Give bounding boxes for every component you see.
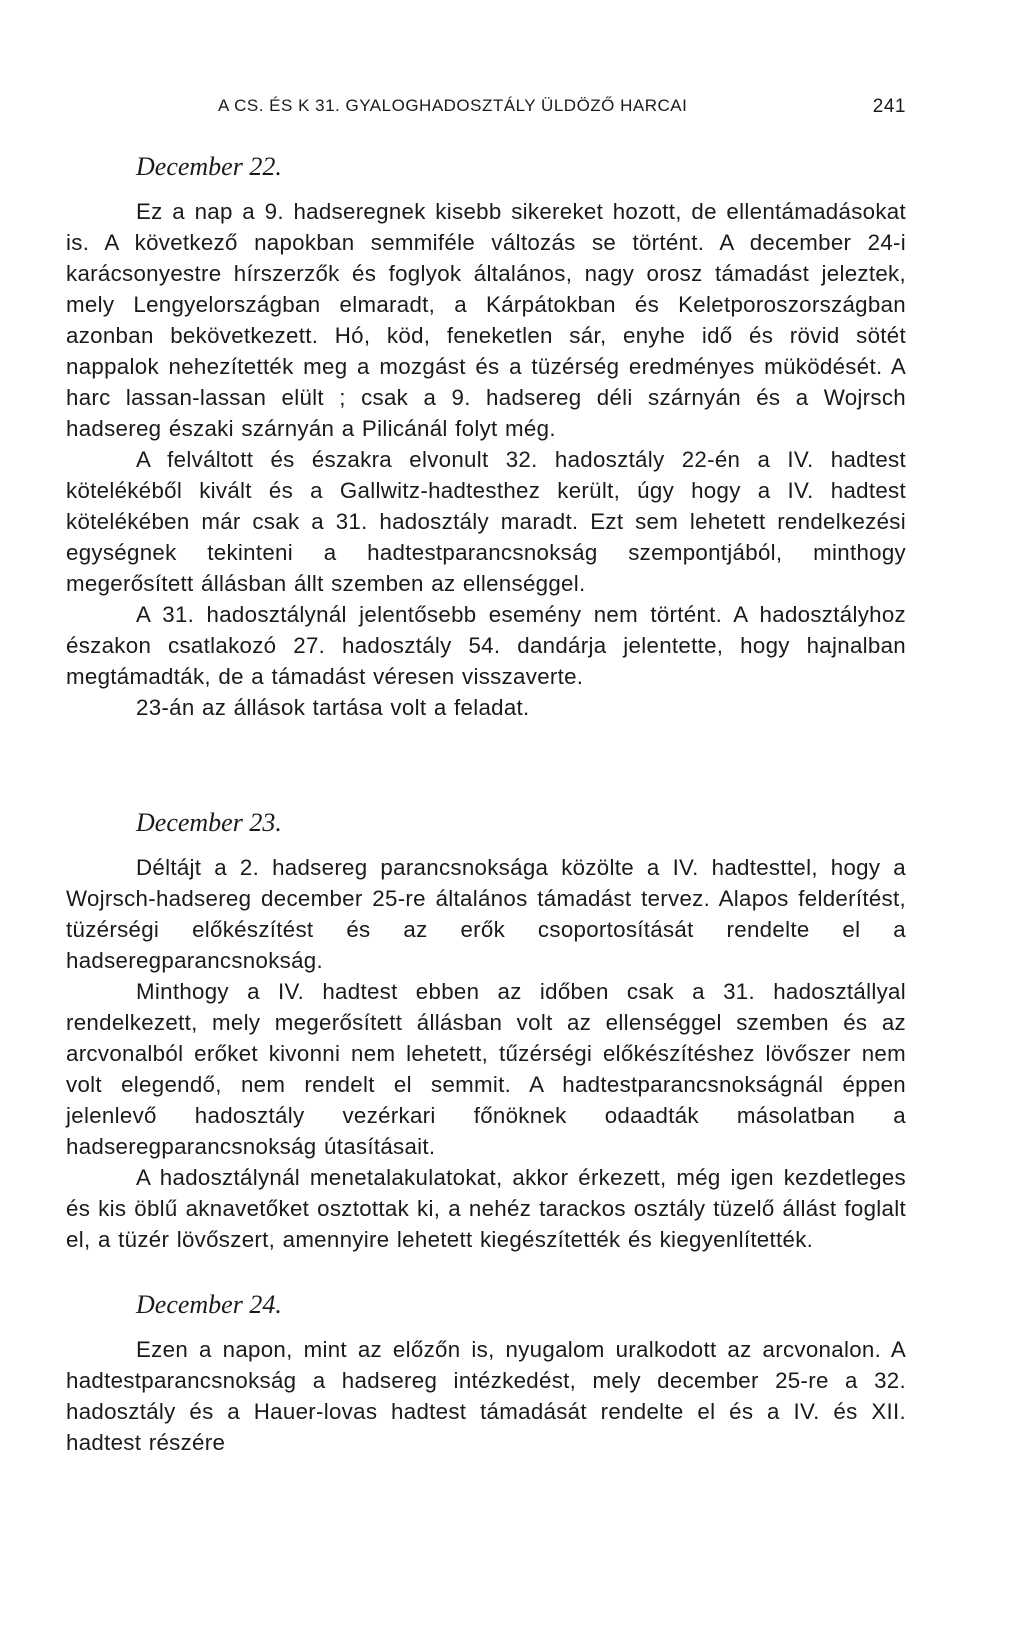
- section-december-22: [66, 152, 906, 723]
- paragraph: Ezen a napon, mint az előzőn is, nyugalom uralkodott az arcvonalon. A hadtestparancsnokság a hadsereg intézkedést, mely december 25-re a 32. hadosztály és a Hauer-lovas hadtest támadását rendelte el és a IV. és XII. hadtest részére: [66, 1337, 906, 1455]
- section-heading: December 22.: [136, 152, 282, 181]
- paragraph: A 31. hadosztálynál jelentősebb esemény nem történt. A hadosztályhoz északon csatlakozó 27. hadosztály 54. dandárja jelentette, hogy hajnalban megtámadták, de a támadást véresen visszaverte.: [66, 602, 906, 689]
- paragraph: Ez a nap a 9. hadseregnek kisebb sikereket hozott, de ellentámadásokat is. A következő napokban semmiféle változás se történt. A december 24-i karácsonyestre hírszerzők és foglyok általános, nagy orosz támadást jeleztek, mely Lengyelországban elmaradt, a Kárpátokban és Keletporoszországban azonban bekövetkezett. Hó, köd, feneketlen sár, enyhe idő és rövid sötét nappalok nehezítették meg a mozgást és a tüzérség eredményes müködését. A harc lassan-lassan elült ; csak a 9. hadsereg déli szárnyán és a Wojrsch hadsereg északi szárnyán a Pilicánál folyt még.: [66, 199, 906, 441]
- paragraph: A felváltott és északra elvonult 32. hadosztály 22-én a IV. hadtest kötelékéből kivált és a Gallwitz-hadtesthez került, úgy hogy a IV. hadtest kötelékében már csak a 31. hadosztály maradt. Ezt sem lehetett rendelkezési egységnek tekinteni a hadtestparancsnokság szempontjából, minthogy megerősített állásban állt szemben az ellenséggel.: [66, 447, 906, 596]
- section-december-23: [66, 808, 906, 1255]
- paragraph: A hadosztálynál menetalakulatokat, akkor érkezett, még igen kezdetleges és kis öblű aknavetőket osztottak ki, a nehéz tarackos osztály tüzelő állást foglalt el, a tüzér lövőszert, amennyire lehetett kiegészítették és kiegyenlítették.: [66, 1165, 906, 1252]
- section-december-24: [66, 1290, 906, 1458]
- page-number: 241: [872, 96, 906, 117]
- section-heading: December 23.: [136, 808, 282, 837]
- running-head: A CS. ÉS K 31. GYALOGHADOSZTÁLY ÜLDÖZŐ HARCAI: [218, 96, 688, 115]
- page-header: [66, 96, 906, 126]
- paragraph: 23-án az állások tartása volt a feladat.: [136, 695, 530, 720]
- book-page: [66, 0, 906, 1640]
- paragraph: Déltájt a 2. hadsereg parancsnoksága közölte a IV. hadtesttel, hogy a Wojrsch-hadsereg december 25-re általános támadást tervez. Alapos felderítést, tüzérségi előkészítést és az erők csoportosítását rendelte el a hadseregparancsnokság.: [66, 855, 906, 973]
- section-heading: December 24.: [136, 1290, 282, 1319]
- paragraph: Minthogy a IV. hadtest ebben az időben csak a 31. hadosztállyal rendelkezett, mely megerősített állásban volt az ellenséggel szemben és az arcvonalból erőket kivonni nem lehetett, tűzérségi előkészítéshez lövőszer nem volt elegendő, nem rendelt el semmit. A hadtestparancsnokságnál éppen jelenlevő hadosztály vezérkari főnöknek odaadták másolatban a hadseregparancsnokság útasításait.: [66, 979, 906, 1159]
